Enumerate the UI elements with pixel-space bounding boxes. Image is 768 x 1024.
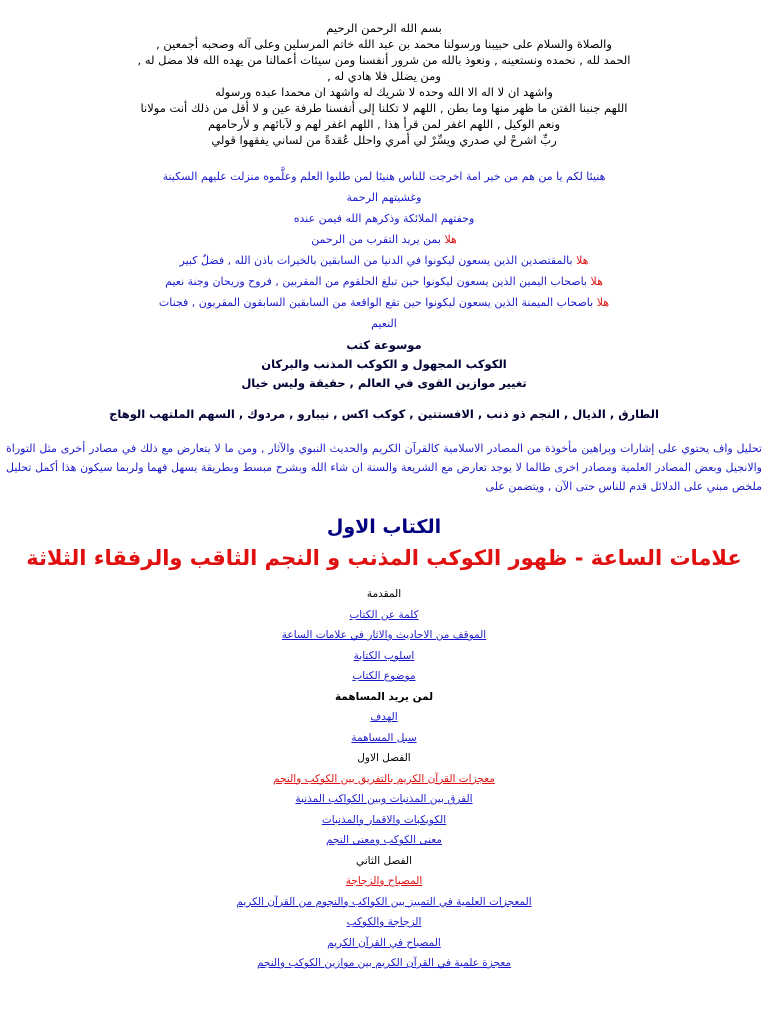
toc-link[interactable]: سبل المساهمة	[351, 731, 417, 744]
greeting-line: هنيئا لكم يا من هم من خير امة اخرجت للناس هنيئا لمن طلبوا العلم وعلَّموه منزلت عليهم السكينة	[162, 170, 606, 183]
table-of-contents	[0, 584, 768, 974]
opening-line: الحمد لله , نحمده ونستعينه , ونعوذ بالله من شرور أنفسنا ومن سيئات أعمالنا من يهده الله فلا مضل له ,	[137, 53, 631, 67]
halan-word: هلا	[576, 254, 589, 267]
series-book-title: الكوكب المجهول و الكوكب المذنب والبركان	[261, 357, 507, 371]
opening-line: واشهد ان لا اله الا الله وحده لا شريك له واشهد ان محمدا عبده ورسوله	[215, 85, 553, 99]
greetings-block	[0, 166, 768, 334]
greeting-line: هلا باصحاب الميمنة الذين يسعون ليكونوا حين تقع الواقعة من السابقين السابقون المقربون , فجنات	[158, 296, 610, 309]
greeting-line: وحفتهم الملائكة وذكرهم الله فيمن عنده	[293, 212, 475, 225]
toc-link[interactable]: معجزة علمية في القرآن الكريم بين موازين الكوكب والنجم	[256, 957, 512, 969]
toc-link[interactable]: معجزات القرآن الكريم بالتفريق بين الكوكب والنجم	[273, 772, 495, 785]
opening-line: ربِّ اشرحْ لي صدري ويسِّرْ لي أمري واحلل عُقدةً من لساني يفقهوا قولي	[211, 133, 557, 147]
toc-link[interactable]: معنى الكوكب ومعنى النجم	[325, 834, 442, 846]
toc-link[interactable]: اسلوب الكتابة	[353, 649, 415, 662]
basmala: بسم الله الرحمن الرحيم	[326, 21, 442, 35]
toc-chapter-1: الفصل الاول	[357, 752, 411, 764]
opening-line: ومن يضلل فلا هادي له ,	[327, 69, 441, 83]
toc-link[interactable]: كلمة عن الكتاب	[349, 608, 419, 621]
opening-line: ونعم الوكيل , اللهم اغفر لمن قرأ هذا , اللهم اغفر لهم و لآبائهم و لأرحامهم	[207, 117, 561, 131]
opening-invocation	[0, 20, 768, 148]
series-label: موسوعة كتب	[346, 338, 422, 352]
toc-section-contrib: لمن يريد المساهمة	[334, 690, 434, 703]
greeting-line: هلا بالمقتصدين الذين يسعون ليكونوا في الدنيا من السابقين بالخيرات باذن الله , فضلٌ كبير	[179, 254, 589, 267]
opening-line: اللهم جنبنا الفتن ما ظهر منها وما بطن , اللهم لا تكلنا إلى أنفسنا طرفة عين و لا أقل من ذلك أنت مولانا	[140, 101, 628, 115]
greeting-line: هلا باصحاب اليمين الذين يسعون ليكونوا حين تبلغ الحلقوم من المقربين , فروح وريحان وجنة نعيم	[165, 275, 603, 288]
greeting-line: النعيم	[371, 317, 397, 330]
greeting-line: هلا بمن يريد التقرب من الرحمن	[311, 233, 457, 246]
toc-section-intro: المقدمة	[366, 588, 402, 600]
book-subtitle: علامات الساعة - ظهور الكوكب المذنب و النجم الثاقب والرفقاء الثلاثة	[26, 546, 742, 570]
toc-link[interactable]: موضوع الكتاب	[352, 670, 416, 682]
series-block	[0, 336, 768, 393]
toc-link[interactable]: الموقف من الاحاديث والاثار في علامات الساعة	[281, 629, 487, 641]
toc-link[interactable]: الزجاجة والكوكب	[346, 916, 422, 928]
halan-word: هلا	[596, 296, 610, 309]
greeting-line: وغشيتهم الرحمة	[346, 191, 422, 204]
toc-link[interactable]: المصباح في القرآن الكريم	[327, 936, 441, 949]
opening-line: والصلاة والسلام على حبيبنا ورسولنا محمد بن عبد الله خاتم المرسلين وعلى آله وصحبه أجمعين ,	[156, 37, 612, 51]
toc-link[interactable]: الكويكبات والاقمار والمذنبات	[321, 813, 447, 826]
analysis-paragraph: تحليل واف يحتوي على إشارات وبراهين مأخوذة من المصادر الاسلامية كالقرآن الكريم والحديث النبوي والآثار , ومن ما لا يتعارض مع ذلك في مصادر أخرى مثل التوراة والانجيل وبعض المصادر العلمية ومصادر اخرى طالما لا يوجد تعارض مع الشريعة والسنة ان شاء الله وبشرح مبسط وبطريقة يسهل فهما ولربما سيكون هذا أكمل تحليل ملخص مبني على الدلائل قدم للناس حتى الآن , ويتضمن على	[6, 442, 762, 493]
toc-link[interactable]: المعجزات العلمية في التمييز بين الكواكب والنجوم من القرآن الكريم	[236, 895, 532, 908]
halan-word: هلا	[444, 233, 457, 246]
halan-word: هلا	[590, 275, 603, 288]
planet-names-line: الطارق , الذيال , النجم ذو ذنب , الافستتين , كوكب اكس , نيبارو , مردوك , السهم الملتهب الوهاج	[109, 407, 659, 421]
toc-link[interactable]: الفرق بين المذنبات وبين الكواكب المذنبة	[295, 793, 473, 805]
series-book-title: تغيير موازين القوى في العالم , حقيقة وليس خيال	[241, 376, 527, 390]
toc-link[interactable]: الهدف	[370, 711, 398, 723]
toc-link[interactable]: المصباح والزجاجة	[345, 875, 423, 887]
book-title: الكتاب الاول	[326, 516, 442, 538]
toc-chapter-2: الفصل الثاني	[356, 854, 412, 867]
